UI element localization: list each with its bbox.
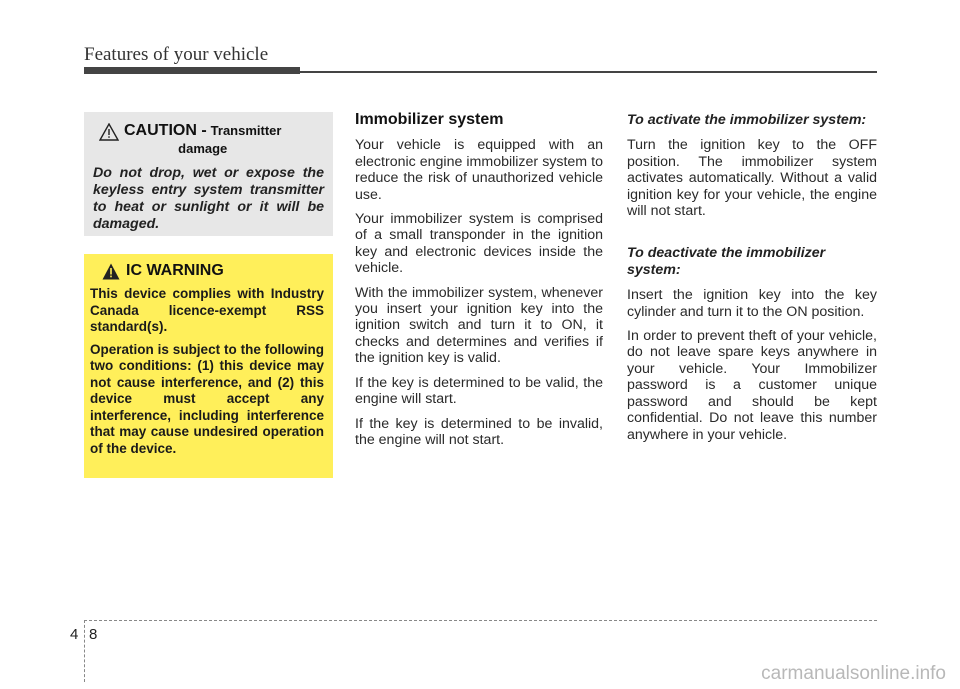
theft-prevention-text: In order to prevent theft of your vehicle, do not leave spare keys anywhere in your vehicle. Your Immobilizer password is a customer unique password and should be kept confidential. Do not leave this number anywhere in your vehicle. xyxy=(627,328,877,443)
footer-rule xyxy=(84,620,877,621)
footer-divider xyxy=(84,620,85,682)
caution-subject: Transmitter xyxy=(210,123,282,138)
caution-triangle-icon xyxy=(99,123,119,141)
chapter-number: 4 xyxy=(70,626,79,643)
caution-subject-line2: damage xyxy=(178,141,228,156)
caution-heading xyxy=(99,122,324,157)
header-rule-thin xyxy=(300,71,877,73)
activate-text: Turn the ignition key to the OFF position. The immobilizer system activates automatically. Without a valid ignition key for your vehicle, the engine will not start. xyxy=(627,137,877,220)
page-header-title: Features of your vehicle xyxy=(84,44,269,65)
warning-triangle-icon xyxy=(102,263,120,280)
activate-title: To activate the immobilizer system: xyxy=(627,112,867,128)
section-title: Immobilizer system xyxy=(355,111,504,128)
warning-title: IC WARNING xyxy=(126,262,224,279)
immobilizer-section xyxy=(355,112,603,456)
paragraph: Your vehicle is equipped with an electronic engine immobilizer system to reduce the risk of unauthorized vehicle use. xyxy=(355,137,603,203)
warning-heading xyxy=(102,262,324,280)
deactivate-title: To deactivate the immobilizer system: xyxy=(627,245,826,278)
caution-text: Do not drop, wet or expose the keyless entry system transmitter to heat or sunlight or it will be damaged. xyxy=(93,165,324,232)
watermark: carmanualsonline.info xyxy=(761,663,946,684)
caution-box xyxy=(84,112,333,236)
page-number: 8 xyxy=(89,626,98,643)
warning-paragraph-1: This device complies with Industry Canada licence-exempt RSS standard(s). xyxy=(90,286,324,334)
caution-label: CAUTION - xyxy=(124,122,207,139)
activation-section xyxy=(627,112,877,451)
deactivate-text: Insert the ignition key into the key cylinder and turn it to the ON position. xyxy=(627,287,877,320)
ic-warning-box xyxy=(84,254,333,478)
paragraph: If the key is determined to be valid, the engine will start. xyxy=(355,374,603,408)
paragraph: Your immobilizer system is comprised of a small transponder in the ignition key and electronic devices inside the vehicle. xyxy=(355,211,603,277)
paragraph: If the key is determined to be invalid, the engine will not start. xyxy=(355,415,603,448)
paragraph: With the immobilizer system, whenever you insert your ignition key into the ignition switch and turn it to ON, it checks and determines and verifies if the ignition key is valid. xyxy=(355,284,603,367)
warning-paragraph-2: Operation is subject to the following two conditions: (1) this device may not cause interference, and (2) this device must accept any interference, including interference that may cause undesired operation of the device. xyxy=(90,341,324,456)
header-rule-thick xyxy=(84,67,300,74)
